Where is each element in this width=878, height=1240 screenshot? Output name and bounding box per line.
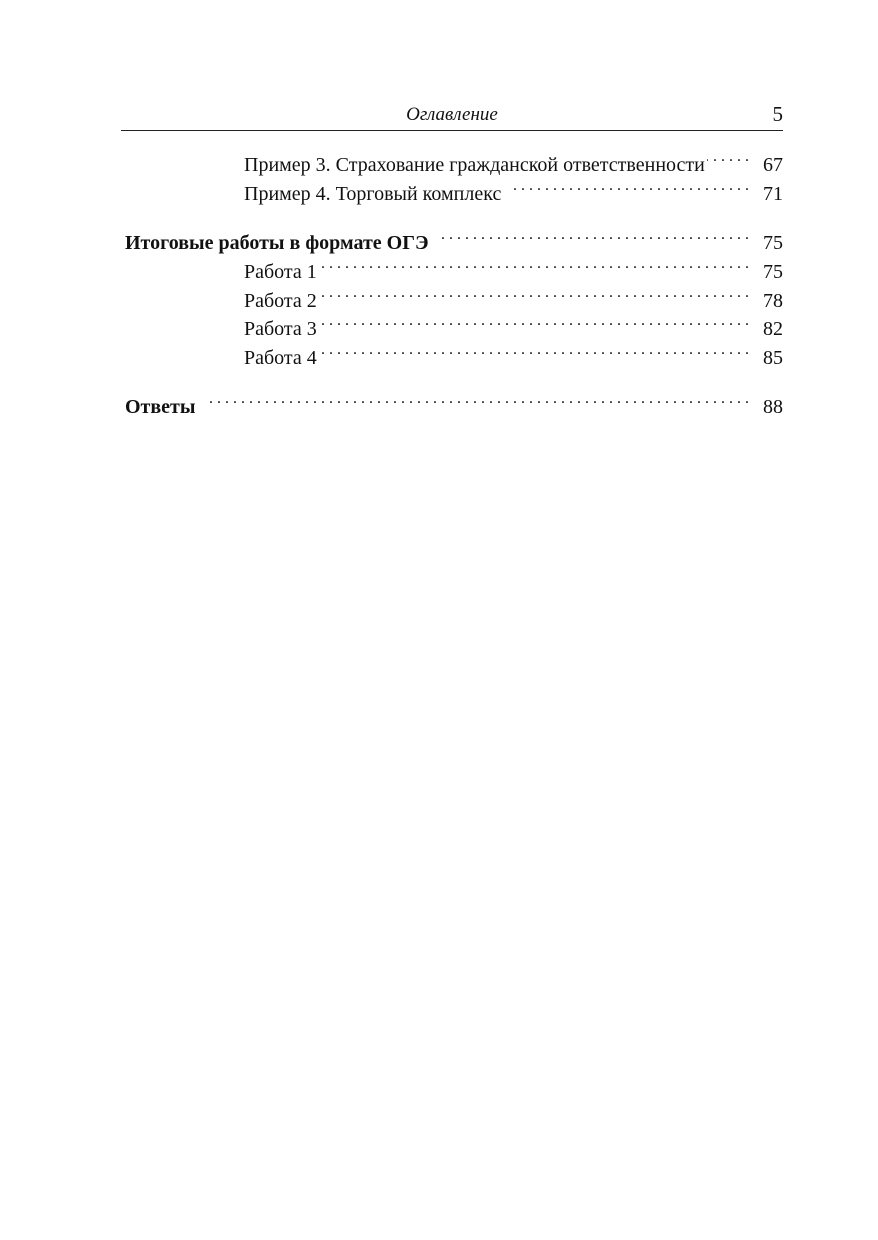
toc-dot-leader xyxy=(319,250,749,278)
toc-section-page: 75 xyxy=(763,232,783,254)
toc-entry-page: 82 xyxy=(763,318,783,340)
toc-entry[interactable] xyxy=(125,307,783,340)
toc-entry-page: 75 xyxy=(763,261,783,283)
toc-entry-label: Работа 3 xyxy=(244,318,317,340)
toc-entry-page: 67 xyxy=(763,154,783,176)
toc-entry-label: Пример 4. Торговый комплекс xyxy=(244,183,502,205)
toc-section-entry[interactable] xyxy=(125,221,783,254)
toc-dot-leader xyxy=(204,385,750,413)
toc-dot-leader xyxy=(319,307,749,335)
toc-entry[interactable] xyxy=(125,143,783,176)
toc-dot-leader xyxy=(509,172,749,200)
toc-entry-page: 78 xyxy=(763,290,783,312)
toc-entry[interactable] xyxy=(125,172,783,205)
toc-entry-label: Пример 3. Страхование гражданской ответственности xyxy=(244,154,705,176)
toc-entry[interactable] xyxy=(125,336,783,369)
toc-dot-leader xyxy=(437,221,749,249)
toc-dot-leader xyxy=(319,336,749,364)
toc-entry-label: Работа 4 xyxy=(244,347,317,369)
toc-section-entry[interactable] xyxy=(125,385,783,418)
running-header-page-number: 5 xyxy=(772,102,783,126)
toc-dot-leader xyxy=(707,143,749,171)
toc-entry-label: Работа 2 xyxy=(244,290,317,312)
toc-section-label: Итоговые работы в формате ОГЭ xyxy=(125,232,429,254)
toc-dot-leader xyxy=(319,279,749,307)
toc-entry-page: 85 xyxy=(763,347,783,369)
running-header-title: Оглавление xyxy=(406,104,498,125)
toc-section-page: 88 xyxy=(763,396,783,418)
toc-section-label: Ответы xyxy=(125,396,196,418)
toc-entry-label: Работа 1 xyxy=(244,261,317,283)
running-header xyxy=(121,100,783,131)
toc-entry-page: 71 xyxy=(763,183,783,205)
toc-entry[interactable] xyxy=(125,250,783,283)
toc-entry[interactable] xyxy=(125,279,783,312)
